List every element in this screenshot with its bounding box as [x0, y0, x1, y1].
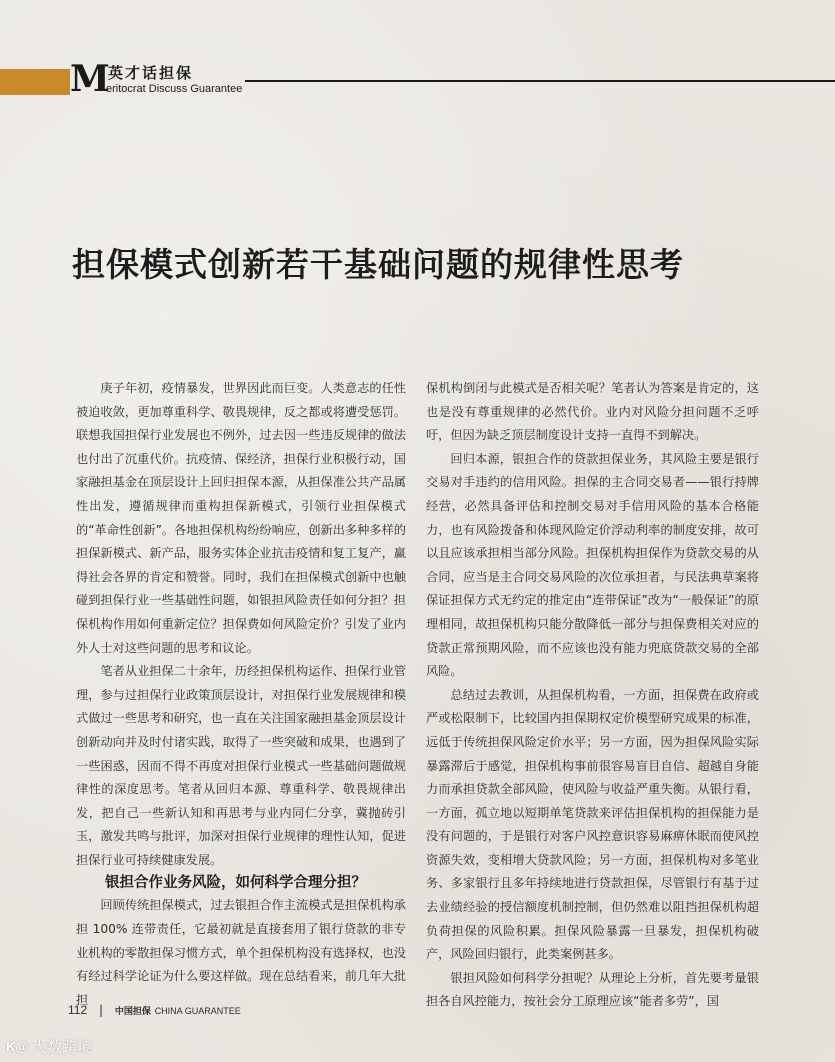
footer-separator: | [98, 1003, 104, 1017]
header-accent-bar [0, 69, 70, 95]
publication-name-en: CHINA GUARANTEE [154, 1006, 241, 1016]
article-title: 担保模式创新若干基础问题的规律性思考 [72, 245, 684, 284]
watermark-text: 大数跨境 [32, 1038, 93, 1056]
watermark [6, 1037, 92, 1057]
paragraph: 保机构倒闭与此模式是否相关呢？笔者认为答案是肯定的，这也是没有尊重规律的必然代价。业内对风险分担问题不乏呼吁，但因为缺乏顶层制度设计支持一直得不到解决。 [426, 381, 759, 443]
paragraph: 庚子年初，疫情暴发，世界因此而巨变。人类意志的任性被迫收敛，更加尊重科学、敬畏规律，反之都或将遭受惩罚。联想我国担保行业发展也不例外，过去因一些违反规律的做法也付出了沉重代价。抗疫情、保经济，担保行业积极行动，国家融担基金在顶层设计上回归担保本源，从担保准公共产品属性出发，遵循规律而重构担保新模式，引领行业担保模式的“革命性创新”。各地担保机构纷纷响应，创新出多种多样的担保新模式、新产品，服务实体企业抗击疫情和复工复产，赢得社会各界的肯定和赞誉。同时，我们在担保模式创新中也触碰到担保行业一些基础性问题，如银担风险责任如何分担？担保机构作用如何重新定位？担保费如何风险定价？引发了业内外人士对这些问题的思考和议论。 [76, 381, 406, 655]
column-logo-letter: M [70, 58, 110, 100]
publication-name-cn: 中国担保 [114, 1007, 151, 1017]
paragraph: 回顾传统担保模式，过去银担合作主流模式是担保机构承担 100% 连带责任，它最初就是直接套用了银行贷款的非专业机构的零散担保习惯方式，单个担保机构没有选择权，也没有经过科学论证为什么要这样做。现在总结看来，前几年大批担 [76, 898, 406, 1007]
page-number: 112 [68, 1003, 88, 1017]
section-heading: 银担合作业务风险，如何科学合理分担？ [105, 875, 366, 892]
page-footer [68, 1002, 241, 1018]
paragraph: 总结过去教训，从担保机构看，一方面，担保费在政府或严或松限制下，比较国内担保期权定价模型研究成果的标准，远低于传统担保风险定价水平；另一方面，因为担保风险实际暴露滞后于感觉，担保机构事前很容易盲目自信、超越自身能力而承担贷款全部风险，使风险与收益严重失衡。从银行看，一方面，孤立地以短期单笔贷款来评估担保机构的担保能力是没有问题的，于是银行对客户风控意识容易麻痹休眠而使风控资源失效，变相增大贷款风险；另一方面，担保机构对多笔业务、多家银行且多年持续地进行贷款担保，尽管银行有基于过去业绩经验的授信额度机制控制，但仍然难以阻挡担保机构超负荷担保的风险积累。担保风险暴露一旦暴发，担保机构破产，风险回归银行，此类案例甚多。 [426, 687, 759, 962]
paragraph: 回归本源，银担合作的贷款担保业务，其风险主要是银行交易对手违约的信用风险。担保的主合同交易者——银行持牌经营，必然具备评估和控制交易对手信用风险的基本合格能力，也有风险拨备和体现风险定价浮动利率的制度安排，故可以且应该承担相当部分风险。担保机构担保作为贷款交易的从合同，应当是主合同交易风险的次位承担者，与民法典草案将保证担保方式无约定的推定由“连带保证”改为“一般保证”的原理相同，故担保机构只能分散降低一部分与担保费相关对应的贷款正常预期风险，而不应该也没有能力兜底贷款交易的全部风险。 [426, 451, 759, 679]
column-name-en: eritocrat Discuss Guarantee [106, 83, 243, 95]
header-rule [245, 80, 835, 82]
watermark-logo-icon: K@ [6, 1039, 29, 1054]
right-column [426, 377, 759, 1014]
column-name-cn: 英才话担保 [108, 64, 194, 82]
left-column [76, 377, 406, 1012]
paragraph: 银担风险如何科学分担呢？从理论上分析，首先要考量银担各自风控能力，按社会分工原理应该“能者多劳”，国 [426, 970, 759, 1009]
paragraph: 笔者从业担保二十余年，历经担保机构运作、担保行业管理，参与过担保行业政策顶层设计，对担保行业发展规律和模式做过一些思考和研究，也一直在关注国家融担基金顶层设计创新动向并及时付诸实践，取得了一些突破和成果，也遇到了一些困惑，因而不得不再度对担保行业模式一些基础问题做规律性的深度思考。笔者从回归本源、尊重科学、敬畏规律出发，把自己一些新认知和再思考与业内同仁分享，冀抛砖引玉，激发共鸣与批评，加深对担保行业规律的理性认知，促进担保行业可持续健康发展。 [76, 664, 406, 867]
